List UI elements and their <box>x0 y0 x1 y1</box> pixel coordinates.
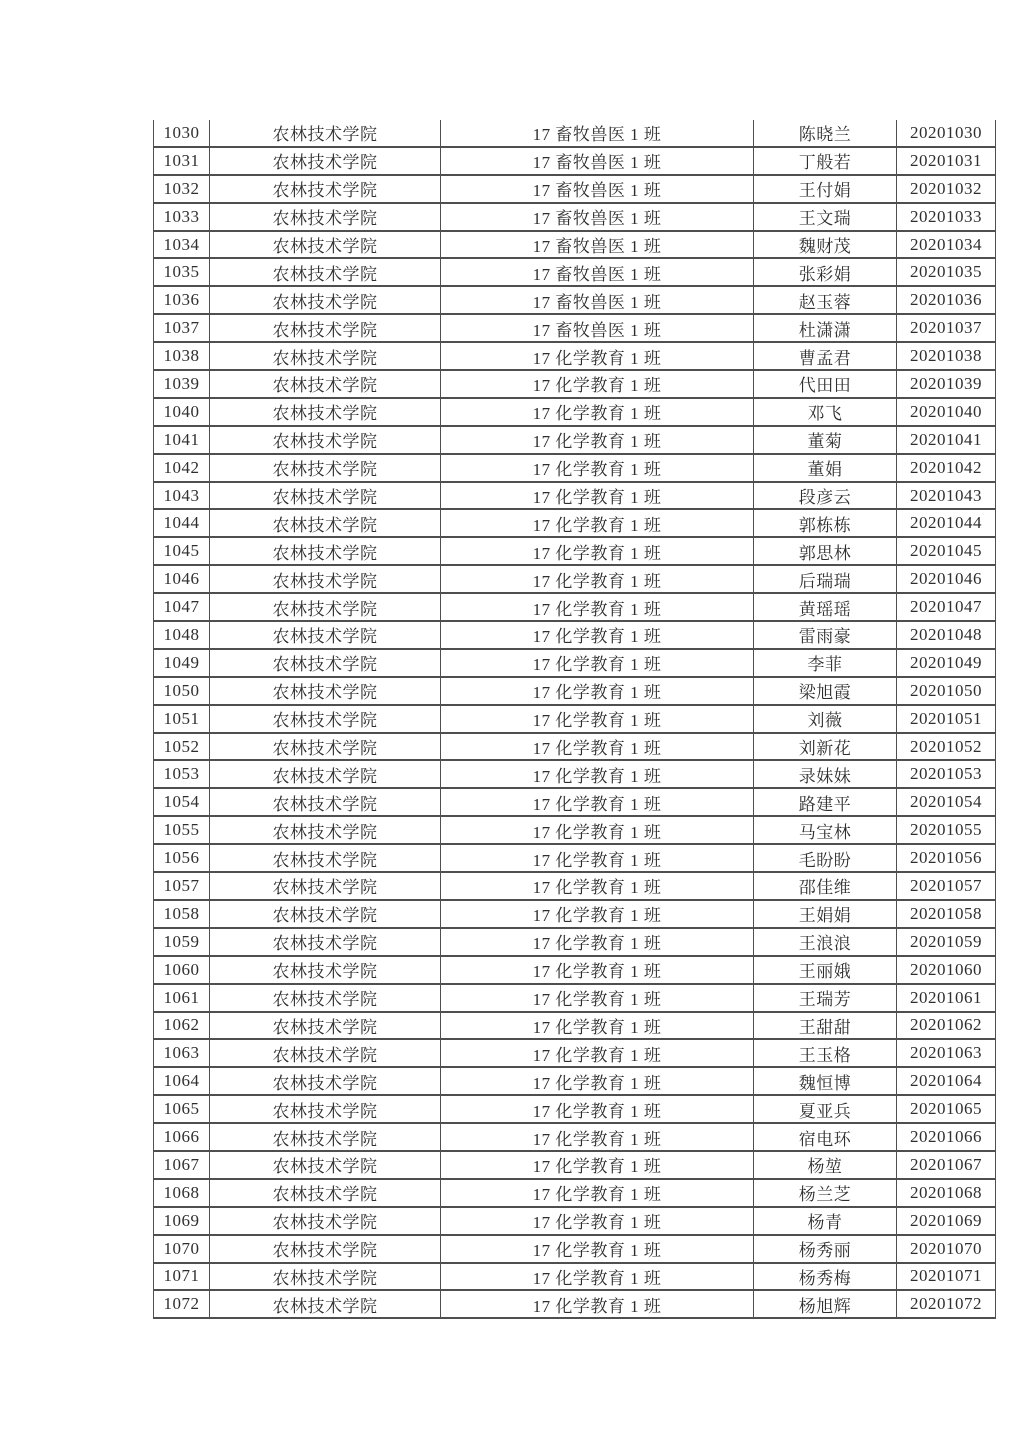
class-name-cell: 17 化学教育 1 班 <box>441 677 754 705</box>
class-name-cell: 17 化学教育 1 班 <box>441 1290 754 1318</box>
student-name-cell: 陈晓兰 <box>754 120 897 147</box>
student-id-cell: 20201065 <box>897 1095 996 1123</box>
class-name-cell: 17 畜牧兽医 1 班 <box>441 258 754 286</box>
row-number-cell: 1056 <box>154 844 210 872</box>
class-name-cell: 17 化学教育 1 班 <box>441 788 754 816</box>
college-cell: 农林技术学院 <box>210 816 441 844</box>
student-name-cell: 杨旭辉 <box>754 1290 897 1318</box>
college-cell: 农林技术学院 <box>210 1095 441 1123</box>
row-number-cell: 1044 <box>154 509 210 537</box>
student-name-cell: 董菊 <box>754 426 897 454</box>
college-cell: 农林技术学院 <box>210 1235 441 1263</box>
student-name-cell: 路建平 <box>754 788 897 816</box>
row-number-cell: 1037 <box>154 314 210 342</box>
table-row <box>154 203 996 231</box>
student-name-cell: 杨秀梅 <box>754 1263 897 1291</box>
college-cell: 农林技术学院 <box>210 537 441 565</box>
class-name-cell: 17 化学教育 1 班 <box>441 593 754 621</box>
row-number-cell: 1045 <box>154 537 210 565</box>
student-name-cell: 曹孟君 <box>754 342 897 370</box>
college-cell: 农林技术学院 <box>210 1290 441 1318</box>
row-number-cell: 1046 <box>154 565 210 593</box>
row-number-cell: 1058 <box>154 900 210 928</box>
row-number-cell: 1034 <box>154 231 210 259</box>
roster-table-body <box>154 120 996 1318</box>
college-cell: 农林技术学院 <box>210 565 441 593</box>
class-name-cell: 17 畜牧兽医 1 班 <box>441 203 754 231</box>
table-row <box>154 1067 996 1095</box>
college-cell: 农林技术学院 <box>210 649 441 677</box>
student-id-cell: 20201048 <box>897 621 996 649</box>
table-row <box>154 175 996 203</box>
college-cell: 农林技术学院 <box>210 1151 441 1179</box>
table-row <box>154 984 996 1012</box>
row-number-cell: 1039 <box>154 370 210 398</box>
student-id-cell: 20201043 <box>897 482 996 510</box>
table-row <box>154 314 996 342</box>
student-name-cell: 杨兰芝 <box>754 1179 897 1207</box>
college-cell: 农林技术学院 <box>210 621 441 649</box>
table-row <box>154 258 996 286</box>
student-id-cell: 20201056 <box>897 844 996 872</box>
college-cell: 农林技术学院 <box>210 705 441 733</box>
table-row <box>154 928 996 956</box>
table-row <box>154 1290 996 1318</box>
student-name-cell: 赵玉蓉 <box>754 286 897 314</box>
student-name-cell: 魏财茂 <box>754 231 897 259</box>
student-id-cell: 20201033 <box>897 203 996 231</box>
table-row <box>154 398 996 426</box>
table-row <box>154 593 996 621</box>
class-name-cell: 17 化学教育 1 班 <box>441 370 754 398</box>
row-number-cell: 1041 <box>154 426 210 454</box>
student-id-cell: 20201045 <box>897 537 996 565</box>
table-row <box>154 482 996 510</box>
student-name-cell: 郭思林 <box>754 537 897 565</box>
row-number-cell: 1048 <box>154 621 210 649</box>
college-cell: 农林技术学院 <box>210 1263 441 1291</box>
class-name-cell: 17 化学教育 1 班 <box>441 733 754 761</box>
college-cell: 农林技术学院 <box>210 398 441 426</box>
student-name-cell: 刘新花 <box>754 733 897 761</box>
college-cell: 农林技术学院 <box>210 677 441 705</box>
row-number-cell: 1062 <box>154 1012 210 1040</box>
class-name-cell: 17 化学教育 1 班 <box>441 1207 754 1235</box>
class-name-cell: 17 化学教育 1 班 <box>441 984 754 1012</box>
table-row <box>154 788 996 816</box>
college-cell: 农林技术学院 <box>210 147 441 175</box>
class-name-cell: 17 化学教育 1 班 <box>441 816 754 844</box>
class-name-cell: 17 化学教育 1 班 <box>441 1235 754 1263</box>
student-name-cell: 杨堃 <box>754 1151 897 1179</box>
class-name-cell: 17 化学教育 1 班 <box>441 928 754 956</box>
college-cell: 农林技术学院 <box>210 509 441 537</box>
student-name-cell: 杨青 <box>754 1207 897 1235</box>
student-id-cell: 20201057 <box>897 872 996 900</box>
row-number-cell: 1050 <box>154 677 210 705</box>
student-name-cell: 黄瑶瑶 <box>754 593 897 621</box>
college-cell: 农林技术学院 <box>210 900 441 928</box>
student-id-cell: 20201040 <box>897 398 996 426</box>
row-number-cell: 1067 <box>154 1151 210 1179</box>
row-number-cell: 1033 <box>154 203 210 231</box>
table-row <box>154 1012 996 1040</box>
college-cell: 农林技术学院 <box>210 1123 441 1151</box>
student-id-cell: 20201039 <box>897 370 996 398</box>
row-number-cell: 1060 <box>154 956 210 984</box>
student-id-cell: 20201041 <box>897 426 996 454</box>
student-name-cell: 董娟 <box>754 454 897 482</box>
student-name-cell: 王甜甜 <box>754 1012 897 1040</box>
student-name-cell: 邓飞 <box>754 398 897 426</box>
student-id-cell: 20201066 <box>897 1123 996 1151</box>
class-name-cell: 17 化学教育 1 班 <box>441 760 754 788</box>
class-name-cell: 17 化学教育 1 班 <box>441 1039 754 1067</box>
student-id-cell: 20201072 <box>897 1290 996 1318</box>
college-cell: 农林技术学院 <box>210 1067 441 1095</box>
class-name-cell: 17 化学教育 1 班 <box>441 900 754 928</box>
table-row <box>154 760 996 788</box>
row-number-cell: 1040 <box>154 398 210 426</box>
table-row <box>154 844 996 872</box>
college-cell: 农林技术学院 <box>210 844 441 872</box>
row-number-cell: 1035 <box>154 258 210 286</box>
table-row <box>154 705 996 733</box>
student-id-cell: 20201037 <box>897 314 996 342</box>
student-name-cell: 杨秀丽 <box>754 1235 897 1263</box>
college-cell: 农林技术学院 <box>210 1179 441 1207</box>
student-id-cell: 20201044 <box>897 509 996 537</box>
student-name-cell: 王瑞芳 <box>754 984 897 1012</box>
row-number-cell: 1049 <box>154 649 210 677</box>
table-row <box>154 621 996 649</box>
college-cell: 农林技术学院 <box>210 593 441 621</box>
row-number-cell: 1030 <box>154 120 210 147</box>
student-id-cell: 20201054 <box>897 788 996 816</box>
college-cell: 农林技术学院 <box>210 342 441 370</box>
table-row <box>154 509 996 537</box>
class-name-cell: 17 化学教育 1 班 <box>441 454 754 482</box>
student-id-cell: 20201047 <box>897 593 996 621</box>
student-name-cell: 郭栋栋 <box>754 509 897 537</box>
table-row <box>154 1263 996 1291</box>
student-id-cell: 20201068 <box>897 1179 996 1207</box>
row-number-cell: 1047 <box>154 593 210 621</box>
table-row <box>154 649 996 677</box>
class-name-cell: 17 化学教育 1 班 <box>441 872 754 900</box>
table-row <box>154 1095 996 1123</box>
class-name-cell: 17 化学教育 1 班 <box>441 956 754 984</box>
college-cell: 农林技术学院 <box>210 286 441 314</box>
row-number-cell: 1069 <box>154 1207 210 1235</box>
student-name-cell: 丁般若 <box>754 147 897 175</box>
student-name-cell: 毛盼盼 <box>754 844 897 872</box>
class-name-cell: 17 化学教育 1 班 <box>441 1095 754 1123</box>
college-cell: 农林技术学院 <box>210 454 441 482</box>
student-id-cell: 20201062 <box>897 1012 996 1040</box>
class-name-cell: 17 畜牧兽医 1 班 <box>441 231 754 259</box>
student-name-cell: 杜潇潇 <box>754 314 897 342</box>
row-number-cell: 1068 <box>154 1179 210 1207</box>
student-id-cell: 20201052 <box>897 733 996 761</box>
student-id-cell: 20201069 <box>897 1207 996 1235</box>
college-cell: 农林技术学院 <box>210 788 441 816</box>
student-id-cell: 20201051 <box>897 705 996 733</box>
college-cell: 农林技术学院 <box>210 1039 441 1067</box>
student-name-cell: 李菲 <box>754 649 897 677</box>
class-name-cell: 17 化学教育 1 班 <box>441 1012 754 1040</box>
student-name-cell: 刘薇 <box>754 705 897 733</box>
student-id-cell: 20201034 <box>897 231 996 259</box>
college-cell: 农林技术学院 <box>210 370 441 398</box>
student-name-cell: 王浪浪 <box>754 928 897 956</box>
class-name-cell: 17 化学教育 1 班 <box>441 482 754 510</box>
college-cell: 农林技术学院 <box>210 956 441 984</box>
row-number-cell: 1038 <box>154 342 210 370</box>
row-number-cell: 1051 <box>154 705 210 733</box>
student-id-cell: 20201036 <box>897 286 996 314</box>
college-cell: 农林技术学院 <box>210 872 441 900</box>
student-name-cell: 马宝林 <box>754 816 897 844</box>
table-row <box>154 872 996 900</box>
student-name-cell: 魏恒博 <box>754 1067 897 1095</box>
class-name-cell: 17 化学教育 1 班 <box>441 509 754 537</box>
row-number-cell: 1070 <box>154 1235 210 1263</box>
class-name-cell: 17 畜牧兽医 1 班 <box>441 120 754 147</box>
table-row <box>154 1235 996 1263</box>
class-name-cell: 17 化学教育 1 班 <box>441 1263 754 1291</box>
student-id-cell: 20201055 <box>897 816 996 844</box>
row-number-cell: 1036 <box>154 286 210 314</box>
row-number-cell: 1042 <box>154 454 210 482</box>
student-id-cell: 20201035 <box>897 258 996 286</box>
table-row <box>154 677 996 705</box>
college-cell: 农林技术学院 <box>210 258 441 286</box>
student-name-cell: 录妹妹 <box>754 760 897 788</box>
class-name-cell: 17 化学教育 1 班 <box>441 565 754 593</box>
student-id-cell: 20201053 <box>897 760 996 788</box>
student-name-cell: 代田田 <box>754 370 897 398</box>
class-name-cell: 17 畜牧兽医 1 班 <box>441 286 754 314</box>
class-name-cell: 17 化学教育 1 班 <box>441 537 754 565</box>
student-roster-table <box>153 120 996 1319</box>
table-row <box>154 231 996 259</box>
student-name-cell: 王娟娟 <box>754 900 897 928</box>
college-cell: 农林技术学院 <box>210 733 441 761</box>
class-name-cell: 17 化学教育 1 班 <box>441 1179 754 1207</box>
table-row <box>154 454 996 482</box>
class-name-cell: 17 化学教育 1 班 <box>441 398 754 426</box>
row-number-cell: 1031 <box>154 147 210 175</box>
row-number-cell: 1072 <box>154 1290 210 1318</box>
table-row <box>154 426 996 454</box>
student-name-cell: 宿电环 <box>754 1123 897 1151</box>
student-name-cell: 梁旭霞 <box>754 677 897 705</box>
class-name-cell: 17 化学教育 1 班 <box>441 621 754 649</box>
student-id-cell: 20201071 <box>897 1263 996 1291</box>
student-name-cell: 王文瑞 <box>754 203 897 231</box>
row-number-cell: 1059 <box>154 928 210 956</box>
class-name-cell: 17 化学教育 1 班 <box>441 705 754 733</box>
college-cell: 农林技术学院 <box>210 203 441 231</box>
table-row <box>154 733 996 761</box>
class-name-cell: 17 化学教育 1 班 <box>441 649 754 677</box>
college-cell: 农林技术学院 <box>210 314 441 342</box>
table-row <box>154 956 996 984</box>
table-row <box>154 120 996 147</box>
row-number-cell: 1043 <box>154 482 210 510</box>
student-id-cell: 20201064 <box>897 1067 996 1095</box>
row-number-cell: 1053 <box>154 760 210 788</box>
college-cell: 农林技术学院 <box>210 482 441 510</box>
table-row <box>154 1207 996 1235</box>
student-id-cell: 20201058 <box>897 900 996 928</box>
student-id-cell: 20201061 <box>897 984 996 1012</box>
college-cell: 农林技术学院 <box>210 426 441 454</box>
row-number-cell: 1057 <box>154 872 210 900</box>
college-cell: 农林技术学院 <box>210 760 441 788</box>
student-id-cell: 20201031 <box>897 147 996 175</box>
row-number-cell: 1032 <box>154 175 210 203</box>
row-number-cell: 1066 <box>154 1123 210 1151</box>
row-number-cell: 1063 <box>154 1039 210 1067</box>
table-row <box>154 1123 996 1151</box>
class-name-cell: 17 化学教育 1 班 <box>441 1151 754 1179</box>
student-id-cell: 20201046 <box>897 565 996 593</box>
row-number-cell: 1065 <box>154 1095 210 1123</box>
row-number-cell: 1061 <box>154 984 210 1012</box>
student-id-cell: 20201030 <box>897 120 996 147</box>
college-cell: 农林技术学院 <box>210 120 441 147</box>
student-id-cell: 20201038 <box>897 342 996 370</box>
class-name-cell: 17 化学教育 1 班 <box>441 1067 754 1095</box>
table-row <box>154 900 996 928</box>
college-cell: 农林技术学院 <box>210 231 441 259</box>
class-name-cell: 17 化学教育 1 班 <box>441 844 754 872</box>
student-name-cell: 段彦云 <box>754 482 897 510</box>
class-name-cell: 17 化学教育 1 班 <box>441 1123 754 1151</box>
student-id-cell: 20201049 <box>897 649 996 677</box>
student-id-cell: 20201060 <box>897 956 996 984</box>
student-name-cell: 王付娟 <box>754 175 897 203</box>
student-name-cell: 王玉格 <box>754 1039 897 1067</box>
student-name-cell: 后瑞瑞 <box>754 565 897 593</box>
student-name-cell: 王丽娥 <box>754 956 897 984</box>
table-row <box>154 342 996 370</box>
college-cell: 农林技术学院 <box>210 1012 441 1040</box>
college-cell: 农林技术学院 <box>210 175 441 203</box>
class-name-cell: 17 畜牧兽医 1 班 <box>441 175 754 203</box>
college-cell: 农林技术学院 <box>210 928 441 956</box>
student-id-cell: 20201063 <box>897 1039 996 1067</box>
student-id-cell: 20201032 <box>897 175 996 203</box>
student-id-cell: 20201050 <box>897 677 996 705</box>
table-row <box>154 286 996 314</box>
class-name-cell: 17 畜牧兽医 1 班 <box>441 147 754 175</box>
college-cell: 农林技术学院 <box>210 1207 441 1235</box>
student-id-cell: 20201067 <box>897 1151 996 1179</box>
row-number-cell: 1064 <box>154 1067 210 1095</box>
table-row <box>154 370 996 398</box>
row-number-cell: 1071 <box>154 1263 210 1291</box>
table-row <box>154 1039 996 1067</box>
class-name-cell: 17 畜牧兽医 1 班 <box>441 314 754 342</box>
table-row <box>154 1179 996 1207</box>
student-name-cell: 邵佳维 <box>754 872 897 900</box>
student-name-cell: 雷雨豪 <box>754 621 897 649</box>
row-number-cell: 1054 <box>154 788 210 816</box>
student-name-cell: 张彩娟 <box>754 258 897 286</box>
table-row <box>154 537 996 565</box>
table-row <box>154 565 996 593</box>
student-id-cell: 20201059 <box>897 928 996 956</box>
class-name-cell: 17 化学教育 1 班 <box>441 426 754 454</box>
table-row <box>154 147 996 175</box>
student-id-cell: 20201070 <box>897 1235 996 1263</box>
college-cell: 农林技术学院 <box>210 984 441 1012</box>
table-row <box>154 816 996 844</box>
class-name-cell: 17 化学教育 1 班 <box>441 342 754 370</box>
row-number-cell: 1052 <box>154 733 210 761</box>
student-id-cell: 20201042 <box>897 454 996 482</box>
row-number-cell: 1055 <box>154 816 210 844</box>
student-name-cell: 夏亚兵 <box>754 1095 897 1123</box>
table-row <box>154 1151 996 1179</box>
